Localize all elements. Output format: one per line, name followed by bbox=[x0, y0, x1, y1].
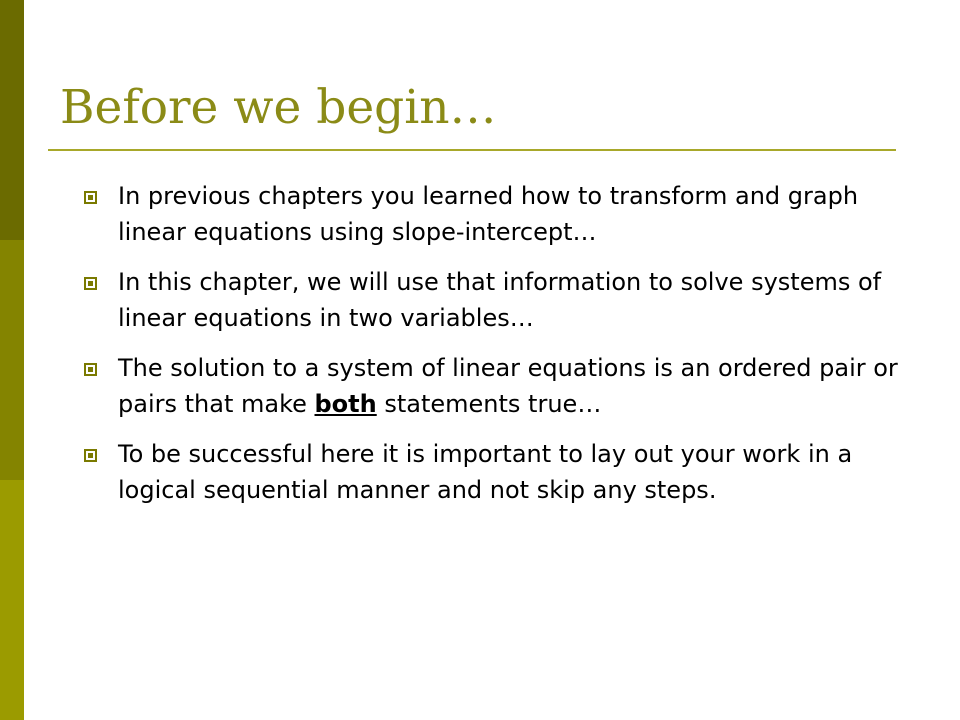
bullet-item-4 bbox=[82, 436, 922, 508]
bullet-emphasis: both bbox=[314, 390, 377, 418]
bullet-text-after: statements true… bbox=[376, 390, 602, 418]
square-bullet-icon bbox=[84, 277, 97, 290]
sidebar-stripe-top bbox=[0, 0, 24, 240]
square-bullet-icon bbox=[84, 363, 97, 376]
bullet-item-1 bbox=[82, 178, 922, 250]
bullet-text-before: The solution to a system of linear equations is an ordered pair or pairs that make bbox=[118, 354, 898, 418]
square-bullet-icon bbox=[84, 191, 97, 204]
sidebar-stripe-bottom bbox=[0, 480, 24, 720]
square-bullet-icon bbox=[84, 449, 97, 462]
bullet-text: To be successful here it is important to lay out your work in a logical sequential manner and not skip any steps. bbox=[118, 440, 853, 504]
title-underline-rule bbox=[48, 149, 896, 151]
bullet-text: In this chapter, we will use that information to solve systems of linear equations in two variables… bbox=[118, 268, 882, 332]
bullet-item-2 bbox=[82, 264, 922, 336]
slide-title: Before we begin… bbox=[60, 80, 497, 135]
bullet-list bbox=[82, 178, 922, 522]
bullet-text: In previous chapters you learned how to transform and graph linear equations using slope-intercept… bbox=[118, 182, 859, 246]
bullet-item-3 bbox=[82, 350, 922, 422]
sidebar-stripe-middle bbox=[0, 240, 24, 480]
